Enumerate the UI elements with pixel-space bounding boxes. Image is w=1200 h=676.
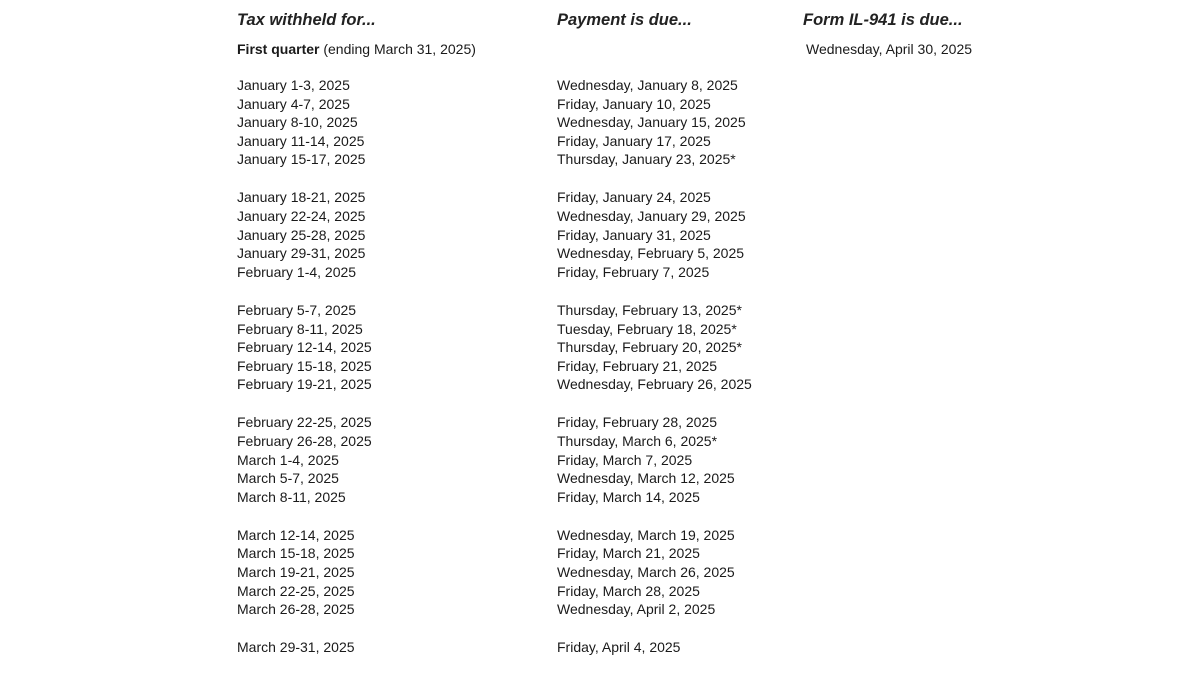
schedule-group (237, 526, 797, 619)
withholding-period: March 8-11, 2025 (237, 488, 346, 505)
payment-due-date: Wednesday, March 12, 2025 (557, 470, 735, 487)
withholding-period: January 8-10, 2025 (237, 114, 358, 131)
payment-due-date: Wednesday, February 5, 2025 (557, 245, 745, 262)
withholding-period: February 22-25, 2025 (237, 414, 372, 431)
withholding-period: February 26-28, 2025 (237, 433, 372, 449)
schedule-row (237, 451, 797, 470)
withholding-period: March 12-14, 2025 (237, 526, 355, 543)
schedule-group (237, 638, 797, 657)
schedule-row (237, 526, 797, 545)
payment-due-date: Wednesday, March 19, 2025 (557, 526, 735, 543)
quarter-ending: (ending March 31, 2025) (323, 41, 476, 57)
withholding-period: February 8-11, 2025 (237, 320, 363, 337)
withholding-period: March 5-7, 2025 (237, 470, 339, 487)
schedule-row (237, 432, 797, 451)
payment-due-date: Friday, March 28, 2025 (557, 582, 700, 599)
schedule-group (237, 76, 797, 169)
payment-due-date: Friday, January 24, 2025 (557, 189, 711, 206)
schedule-row (237, 226, 797, 245)
header-form-due: Form IL-941 is due... (803, 11, 963, 29)
schedule-row (237, 113, 797, 132)
withholding-period: January 15-17, 2025 (237, 151, 366, 168)
schedule-row (237, 488, 797, 507)
withholding-period: January 22-24, 2025 (237, 208, 366, 225)
schedule-row (237, 301, 797, 320)
withholding-period: January 25-28, 2025 (237, 226, 366, 243)
schedule-row (237, 563, 797, 582)
withholding-period: February 19-21, 2025 (237, 376, 372, 393)
schedule-group (237, 188, 797, 281)
withholding-period: February 12-14, 2025 (237, 339, 372, 356)
quarter-label (237, 41, 476, 57)
withholding-period: February 1-4, 2025 (237, 263, 357, 280)
schedule-row (237, 638, 797, 657)
schedule-row (237, 375, 797, 394)
payment-due-date: Thursday, January 23, 2025* (557, 151, 736, 168)
payment-due-date: Wednesday, January 8, 2025 (557, 77, 738, 93)
payment-due-date: Thursday, March 6, 2025* (557, 433, 718, 449)
schedule-group (237, 301, 797, 394)
withholding-period: March 22-25, 2025 (237, 582, 355, 599)
withholding-period: March 15-18, 2025 (237, 545, 355, 562)
schedule-row (237, 600, 797, 619)
payment-due-date: Friday, January 17, 2025 (557, 132, 711, 149)
withholding-period: March 26-28, 2025 (237, 601, 355, 618)
schedule-row (237, 244, 797, 263)
schedule-row (237, 469, 797, 488)
payment-due-date: Thursday, February 13, 2025* (557, 301, 742, 318)
schedule-row (237, 263, 797, 282)
withholding-period: January 4-7, 2025 (237, 95, 350, 112)
withholding-period: January 29-31, 2025 (237, 245, 366, 262)
payment-due-date: Wednesday, January 29, 2025 (557, 208, 746, 225)
payment-due-date: Friday, March 21, 2025 (557, 545, 700, 562)
schedule-row (237, 95, 797, 114)
payment-due-date: Wednesday, April 2, 2025 (557, 601, 716, 618)
quarter-name: First quarter (237, 41, 320, 57)
withholding-period: March 19-21, 2025 (237, 564, 355, 581)
payment-due-date: Wednesday, February 26, 2025 (557, 376, 752, 393)
payment-due-date: Friday, January 31, 2025 (557, 226, 711, 243)
schedule-row (237, 544, 797, 563)
withholding-period: March 29-31, 2025 (237, 639, 355, 656)
payment-due-date: Friday, March 7, 2025 (557, 451, 693, 468)
schedule-group (237, 413, 797, 506)
withholding-period: January 1-3, 2025 (237, 77, 350, 93)
payment-due-date: Thursday, February 20, 2025* (557, 339, 742, 356)
schedule-row (237, 150, 797, 169)
header-payment-due: Payment is due... (557, 11, 692, 29)
schedule-row (237, 76, 797, 95)
withholding-period: January 11-14, 2025 (237, 132, 365, 149)
withholding-period: February 15-18, 2025 (237, 357, 372, 374)
schedule-row (237, 188, 797, 207)
payment-due-date: Friday, February 28, 2025 (557, 414, 718, 431)
header-tax-withheld: Tax withheld for... (237, 11, 376, 29)
form-due-date: Wednesday, April 30, 2025 (806, 41, 973, 57)
schedule-row (237, 207, 797, 226)
withholding-period: March 1-4, 2025 (237, 451, 339, 468)
payment-due-date: Wednesday, March 26, 2025 (557, 564, 735, 581)
payment-due-date: Friday, March 14, 2025 (557, 488, 700, 505)
schedule-row (237, 338, 797, 357)
payment-due-date: Friday, February 7, 2025 (557, 263, 710, 280)
payment-due-date: Friday, April 4, 2025 (557, 639, 681, 656)
schedule-row (237, 132, 797, 151)
schedule-row (237, 357, 797, 376)
schedule-row (237, 320, 797, 339)
withholding-period: January 18-21, 2025 (237, 189, 366, 206)
schedule-groups (237, 76, 797, 676)
payment-due-date: Friday, February 21, 2025 (557, 357, 718, 374)
schedule-row (237, 582, 797, 601)
schedule-row (237, 413, 797, 432)
payment-due-date: Friday, January 10, 2025 (557, 95, 711, 112)
payment-due-date: Tuesday, February 18, 2025* (557, 320, 737, 337)
payment-due-date: Wednesday, January 15, 2025 (557, 114, 746, 131)
withholding-period: February 5-7, 2025 (237, 301, 357, 318)
